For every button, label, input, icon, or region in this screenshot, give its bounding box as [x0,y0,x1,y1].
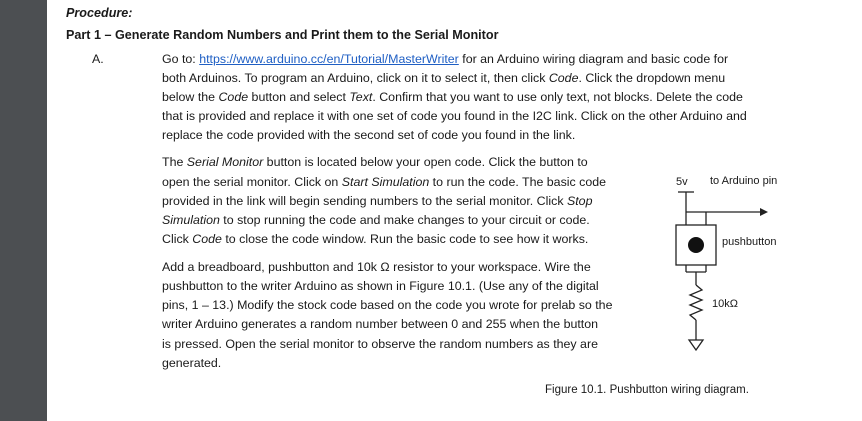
resistor-icon [690,285,702,320]
procedure-heading: Procedure: [66,6,133,20]
arrow-right-icon [760,208,768,216]
para1-line4: that is provided and replace it with one set of code you found in the I2C link. Click on the other Arduino and [162,109,747,123]
figure-caption: Figure 10.1. Pushbutton wiring diagram. [545,384,749,396]
label-resistor: 10kΩ [712,298,738,310]
para3-line2: pushbutton to the writer Arduino as shown in Figure 10.1. (Use any of the digital [162,279,599,293]
para1-line1: Go to: https://www.arduino.cc/en/Tutorial/MasterWriter for an Arduino wiring diagram and basic code for [162,52,729,66]
label-pushbutton: pushbutton [722,236,777,248]
para2-line2: open the serial monitor. Click on Start Simulation to run the code. The basic code [162,175,607,189]
pushbutton-actuator-icon [688,237,704,253]
para1-line2: both Arduinos. To program an Arduino, click on it to select it, then click Code. Click the dropdown menu [162,71,726,85]
para3-line4: writer Arduino generates a random number between 0 and 255 when the button [162,317,599,331]
para1-line5: replace the code provided with the second set of code you found in the link. [162,128,576,142]
label-5v: 5v [676,176,688,188]
para2-line5: Click Code to close the code window. Run the basic code to see how it works. [162,232,589,246]
para3-line1: Add a breadboard, pushbutton and 10k Ω resistor to your workspace. Wire the [162,260,591,274]
para2-line1: The Serial Monitor button is located below your open code. Click the button to [162,155,588,169]
para1-line3: below the Code button and select Text. Confirm that you want to use only text, not blocks. Delete the code [162,90,743,104]
para3-line5: is pressed. Open the serial monitor to observe the random numbers as they are [162,337,598,351]
master-writer-link[interactable]: https://www.arduino.cc/en/Tutorial/MasterWriter [199,52,459,66]
para3-line6: generated. [162,356,222,370]
pushbutton-wiring-diagram [600,170,800,370]
item-label: A. [92,52,104,66]
left-sidebar [0,0,47,421]
para3-line3: pins, 1 – 13.) Modify the stock code based on the code you wrote for prelab so the [162,298,613,312]
para2-line3: provided in the link will begin sending numbers to the serial monitor. Click Stop [162,194,593,208]
ground-icon [689,340,703,350]
para2-line4: Simulation to stop running the code and make changes to your circuit or code. [162,213,590,227]
label-arduino-pin: to Arduino pin [710,175,778,187]
part-title: Part 1 – Generate Random Numbers and Print them to the Serial Monitor [66,28,499,42]
